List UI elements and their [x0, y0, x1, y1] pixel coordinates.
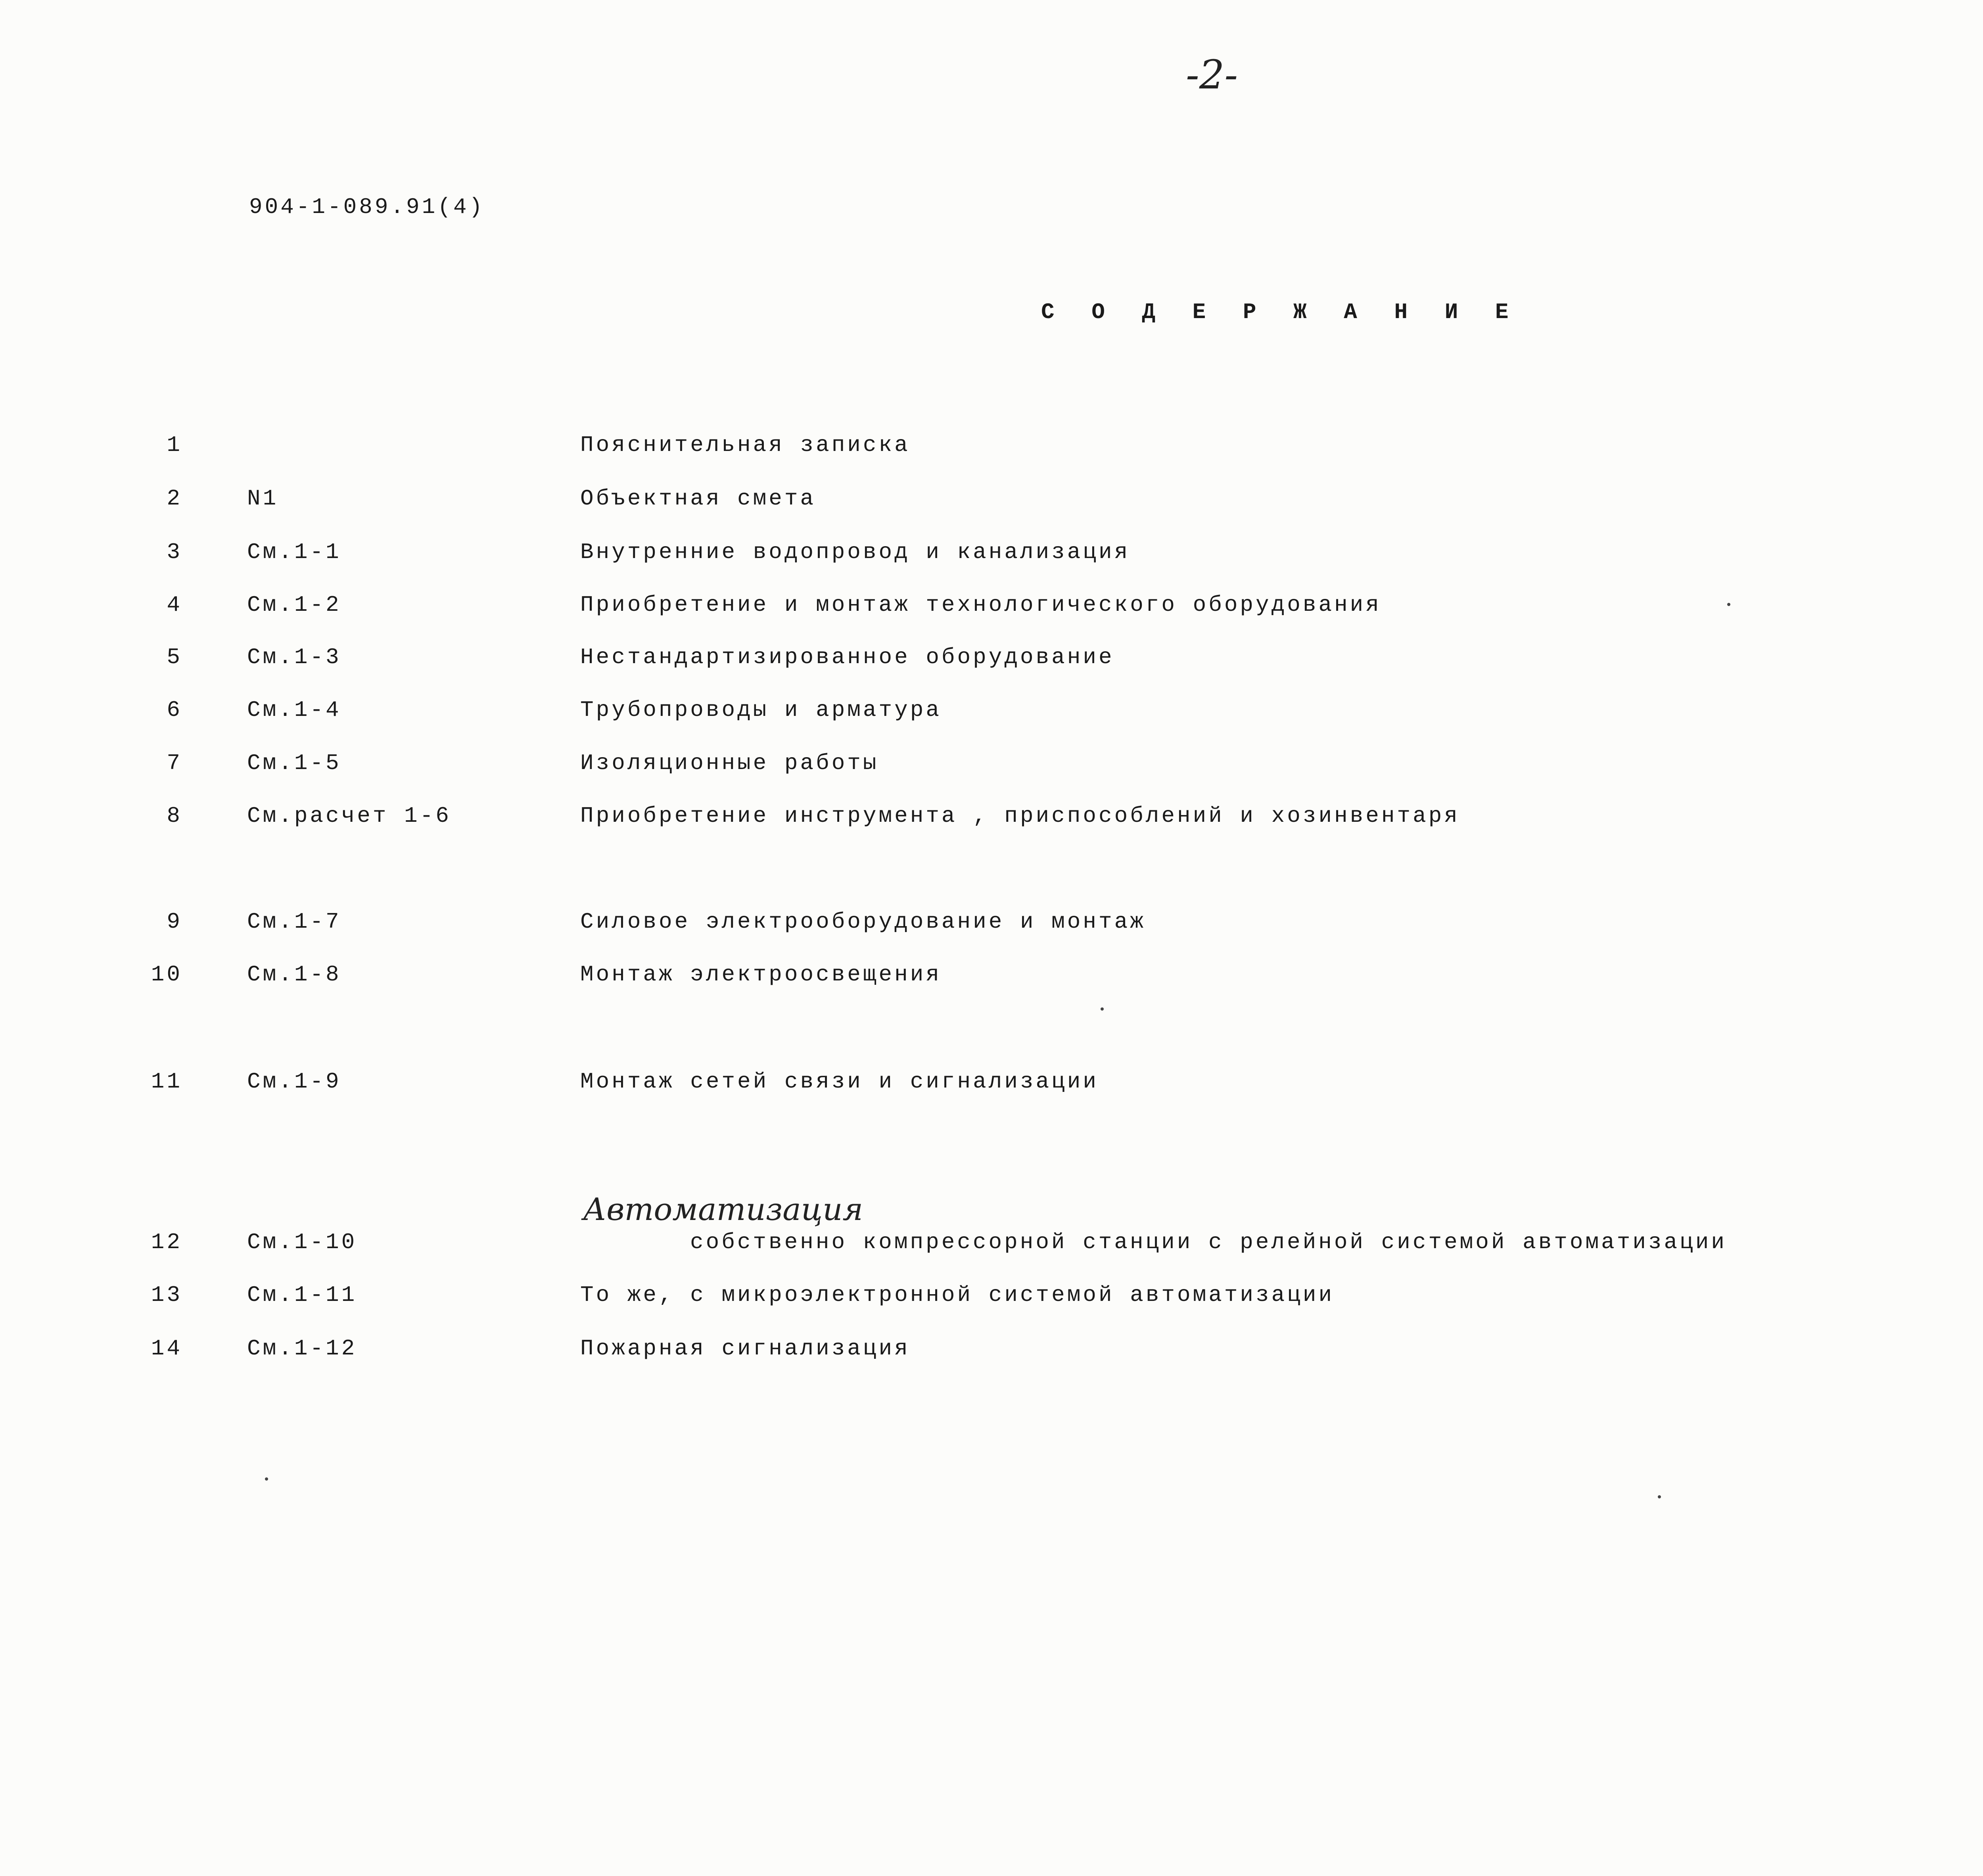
scan-speck [1658, 1495, 1661, 1498]
page-number: -2- [1186, 52, 1238, 98]
toc-row-number: 2 [167, 486, 182, 511]
toc-row-code: См.расчет 1-6 [247, 803, 451, 829]
toc-row-title: Приобретение инструмента , приспособлений и хозинвентаря [580, 803, 1460, 829]
toc-row-number: 3 [167, 539, 182, 565]
toc-row-code: См.1-9 [247, 1069, 341, 1094]
toc-row-title: Пожарная сигнализация [580, 1336, 910, 1361]
scan-speck [1101, 1007, 1104, 1011]
toc-row-code: См.1-7 [247, 909, 341, 934]
toc-row-title: Внутренние водопровод и канализация [580, 539, 1130, 565]
toc-row-number: 6 [167, 697, 182, 723]
toc-row-title: собственно компрессорной станции с релейной системой автоматизации [690, 1230, 1727, 1255]
toc-row-code: N1 [247, 486, 279, 511]
toc-row-number: 4 [167, 592, 182, 618]
scan-speck [1727, 603, 1730, 606]
toc-row-title: Нестандартизированное оборудование [580, 645, 1114, 670]
toc-row-title: Изоляционные работы [580, 750, 879, 776]
toc-row-code: См.1-5 [247, 750, 341, 776]
toc-row-title: Монтаж электроосвещения [580, 962, 942, 987]
toc-row-title: То же, с микроэлектронной системой автоматизации [580, 1282, 1335, 1308]
toc-row-number: 10 [151, 962, 182, 987]
toc-row-title: Трубопроводы и арматура [580, 697, 942, 723]
toc-row-code: См.1-2 [247, 592, 341, 618]
toc-row-code: См.1-4 [247, 697, 341, 723]
toc-row-number: 1 [167, 432, 182, 458]
scan-speck [265, 1477, 268, 1481]
toc-row-title: Монтаж сетей связи и сигнализации [580, 1069, 1099, 1094]
toc-row-number: 5 [167, 645, 182, 670]
toc-row-number: 12 [151, 1230, 182, 1255]
toc-title: С О Д Е Р Ж А Н И Е [1041, 299, 1521, 325]
toc-row-code: См.1-12 [247, 1336, 357, 1361]
toc-row-title: Силовое электрооборудование и монтаж [580, 909, 1146, 934]
toc-row-number: 11 [151, 1069, 182, 1094]
toc-row-title: Объектная смета [580, 486, 816, 511]
toc-row-code: См.1-8 [247, 962, 341, 987]
document-code: 904-1-089.91(4) [249, 194, 485, 220]
toc-row-code: См.1-10 [247, 1230, 357, 1255]
toc-row-number: 13 [151, 1282, 182, 1308]
toc-row-title: Пояснительная записка [580, 432, 910, 458]
toc-row-number: 8 [167, 803, 182, 829]
toc-row-number: 9 [167, 909, 182, 934]
toc-row-code: См.1-1 [247, 539, 341, 565]
toc-row-title: Приобретение и монтаж технологического оборудования [580, 592, 1381, 618]
group-heading-automation: Автоматизация [583, 1192, 863, 1228]
toc-row-number: 14 [151, 1336, 182, 1361]
toc-row-code: См.1-11 [247, 1282, 357, 1308]
toc-row-code: См.1-3 [247, 645, 341, 670]
toc-row-number: 7 [167, 750, 182, 776]
